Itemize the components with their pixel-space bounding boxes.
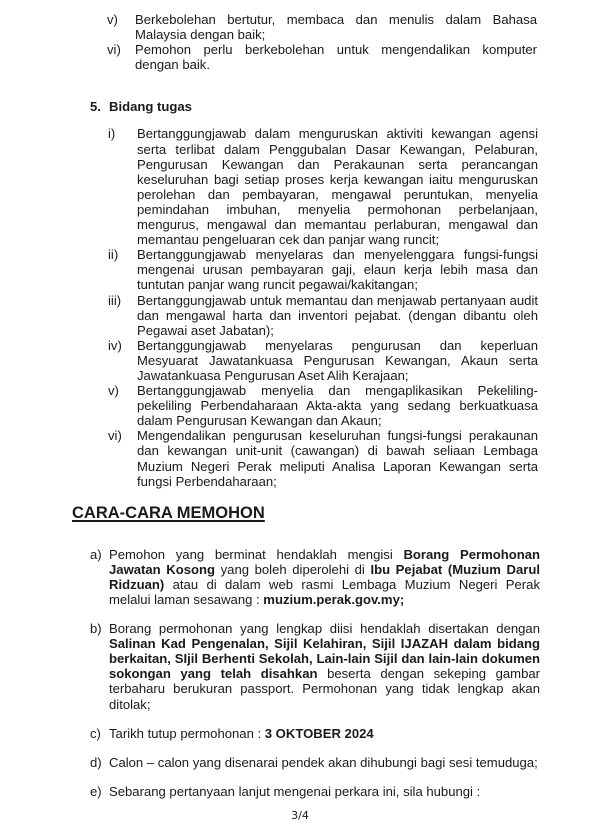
item-label: v)	[108, 383, 119, 399]
apply-item-e	[90, 784, 540, 799]
text-run: Pemohon yang berminat hendaklah mengisi	[109, 546, 404, 562]
item-label: vi)	[108, 428, 122, 444]
duties-list	[108, 126, 538, 488]
list-item	[108, 338, 538, 383]
text-run: atau di dalam web rasmi Lembaga Muzium Negeri Perak melalui laman sesawang :	[109, 576, 540, 607]
item-text: Bertanggungjawab menyelaras pengurusan dan keperluan Mesyuarat Jawatankuasa Pengurusan Kewangan, Akaun serta Jawatankuasa Pengurusan Aset Alih Kerajaan;	[137, 337, 538, 383]
item-label: b)	[90, 621, 102, 637]
item-text	[109, 547, 540, 607]
apply-item-d	[90, 755, 540, 770]
item-text: Bertanggungjawab dalam menguruskan aktiviti kewangan agensi serta terlibat dalam Penggubalan Dasar Kewangan, Pelaburan, Pengurusan Kewangan dan Perakaunan serta perancangan keseluruhan bagi setiap proses kerja kewangan iaitu menguruskan perolehan dan pembayaran, mengawal peruntukan, menyelia pemindahan imbuhan, menyelia permohonan perbelanjaan, mengurus, mengawal dan memantau perlaburan, mengawal dan memantau pengeluaran cek dan panjar wang runcit;	[137, 126, 538, 248]
section-heading	[90, 99, 600, 114]
item-label: i)	[108, 126, 116, 142]
item-text: Calon – calon yang disenarai pendek akan dihubungi bagi sesi temuduga;	[109, 754, 538, 770]
item-text: Pemohon perlu berkebolehan untuk mengendalikan komputer dengan baik.	[135, 42, 537, 73]
item-text: Bertanggungjawab menyelaras dan menyelenggara fungsi-fungsi mengenai urusan pembayaran gaji, elaun kerja lebih masa dan tuntutan panjar wang runcit pegawai/kakitangan;	[137, 247, 538, 293]
text-run: yang boleh diperolehi di	[215, 561, 371, 577]
item-label: c)	[90, 725, 101, 741]
item-text	[109, 726, 540, 741]
closing-date: 3 OKTOBER 2024	[264, 725, 374, 741]
list-item	[107, 42, 537, 72]
item-text: Bertanggungjawab untuk memantau dan menjawab pertanyaan audit dan mengawal harta dan inventori pejabat. (dengan dibantu oleh Pegawai aset Jabatan);	[137, 292, 538, 338]
item-label: iv)	[108, 337, 122, 353]
item-text: Berkebolehan bertutur, membaca dan menulis dalam Bahasa Malaysia dengan baik;	[135, 12, 537, 43]
form-name: Borang Permohonan Jawatan Kosong	[109, 546, 540, 577]
page-number: 3/4	[291, 808, 309, 822]
website-link[interactable]: muzium.perak.gov.my;	[263, 592, 405, 607]
item-label: ii)	[108, 247, 119, 263]
list-item	[108, 126, 538, 247]
item-text: Sebarang pertanyaan lanjut mengenai perkara ini, sila hubungi :	[109, 783, 481, 799]
text-run: Borang permohonan yang lengkap diisi hendaklah disertakan dengan	[109, 621, 540, 637]
text-run: Tarikh tutup permohonan :	[109, 725, 265, 741]
list-item	[108, 383, 538, 428]
requirements-list	[107, 12, 537, 72]
apply-item-a	[90, 547, 540, 607]
section-number: 5.	[90, 99, 101, 115]
office-name: Ibu Pejabat (Muzium Darul Ridzuan)	[109, 561, 541, 592]
list-item	[108, 428, 538, 488]
item-text: Bertanggungjawab menyelia dan mengaplikasikan Pekeliling-pekeliling Perbendaharaan Akta-akta yang sedang berkuatkuasa dalam Pengurusan Kewangan dan Akaun;	[137, 383, 538, 429]
item-label: iii)	[108, 292, 122, 308]
how-to-apply-heading: CARA-CARA MEMOHON	[72, 503, 265, 522]
item-label: a)	[90, 546, 102, 562]
apply-item-c	[90, 726, 540, 741]
list-item	[108, 293, 538, 338]
section-title: Bidang tugas	[109, 99, 192, 115]
text-run: beserta dengan sekeping gambar terbaharu berukuran passport. Permohonan yang tidak lengkap akan ditolak;	[109, 666, 540, 712]
item-label: d)	[90, 754, 102, 770]
item-text	[109, 621, 540, 712]
item-label: v)	[107, 12, 118, 27]
item-text: Mengendalikan pengurusan keseluruhan fungsi-fungsi perakaunan dan kewangan unit-unit (cawangan) di bawah seliaan Lembaga Muzium Negeri Perak meliputi Analisa Laporan Kewangan serta fungsi Perbendaharaan;	[137, 428, 538, 489]
required-documents: Salinan Kad Pengenalan, Sijil Kelahiran, Sijil IJAZAH dalam bidang berkaitan, SIjil Berhenti Sekolah, Lain-lain Sijil dan lain-lain dokumen sokongan yang telah disahkan	[109, 636, 540, 682]
list-item	[108, 247, 538, 292]
item-label: vi)	[107, 42, 121, 58]
apply-item-b	[90, 621, 540, 712]
item-label: e)	[90, 783, 102, 799]
list-item	[107, 12, 537, 42]
